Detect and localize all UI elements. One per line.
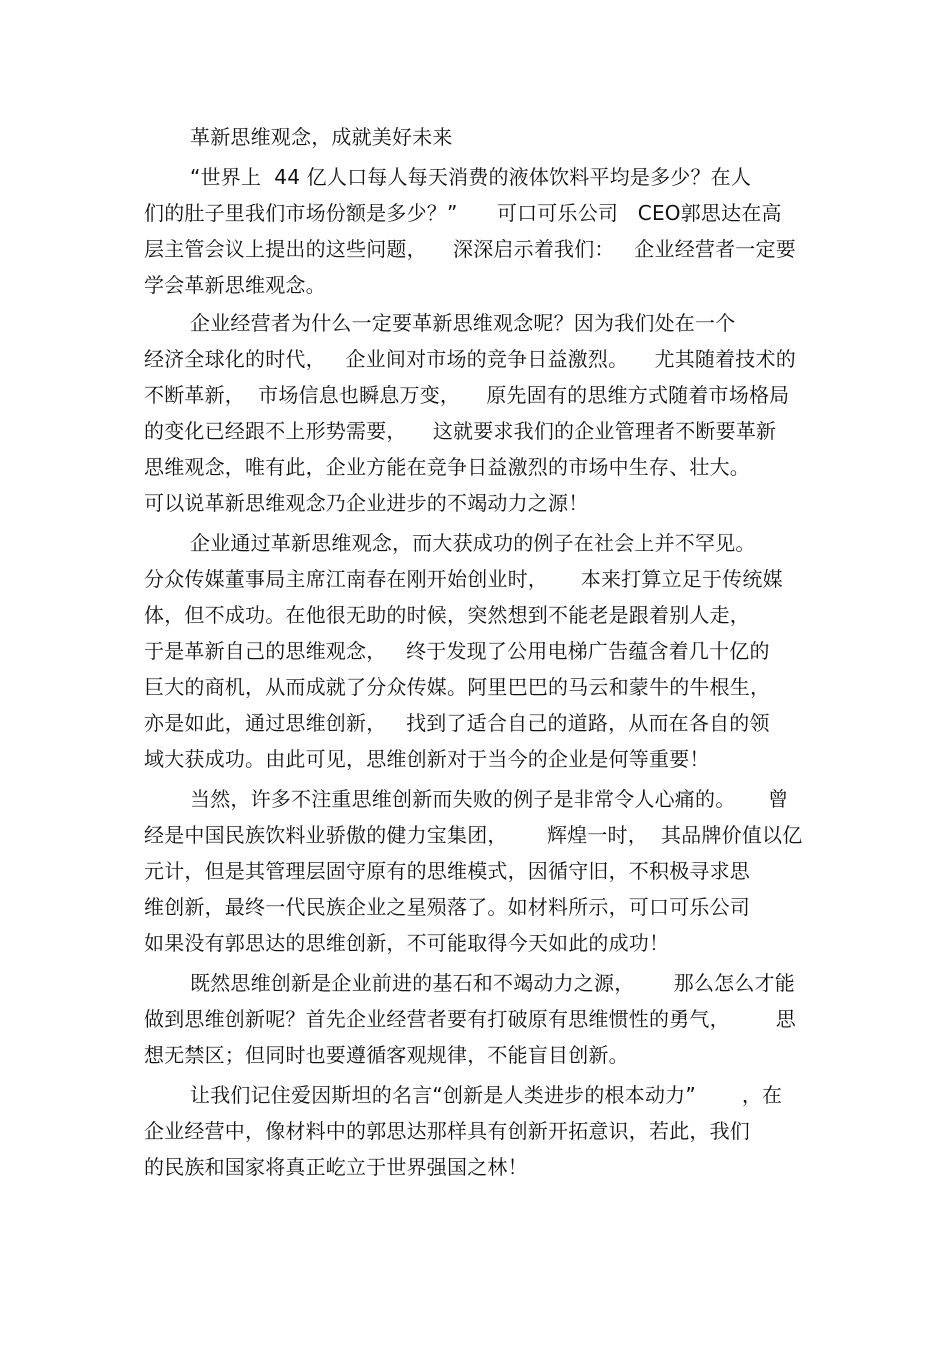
text-line: 于是革新自己的思维观念， 终于发现了公用电梯广告蕴含着几十亿的 xyxy=(144,639,770,663)
text-line: 亦是如此，通过思维创新， 找到了适合自己的道路，从而在各自的领 xyxy=(144,711,770,735)
text-line: 元计，但是其管理层固守原有的思维模式，因循守旧，不积极寻求思 xyxy=(144,859,750,883)
text-line: 思维观念，唯有此，企业方能在竞争日益激烈的市场中生存、壮大。 xyxy=(144,455,750,479)
text-line: 层主管会议上提出的这些问题， 深深启示着我们： 企业经营者一定要 xyxy=(144,237,796,261)
text-line: 维创新，最终一代民族企业之星殒落了。如材料所示，可口可乐公司 xyxy=(144,895,750,919)
text-line: 们的肚子里我们市场份额是多少？” 可口可乐公司 CEO郭思达在高 xyxy=(144,201,782,225)
text-line: 当然，许多不注重思维创新而失败的例子是非常令人心痛的。 曾 xyxy=(190,787,789,811)
text-line: 学会革新思维观念。 xyxy=(144,273,326,297)
text-line: 不断革新， 市场信息也瞬息万变， 原先固有的思维方式随着市场格局 xyxy=(144,383,790,407)
text-line: 企业经营者为什么一定要革新思维观念呢？因为我们处在一个 xyxy=(190,311,736,335)
text-line: 如果没有郭思达的思维创新，不可能取得今天如此的成功！ xyxy=(144,931,670,955)
text-line: 企业通过革新思维观念，而大获成功的例子在社会上并不罕见。 xyxy=(190,531,756,555)
text-line: “世界上 44 亿人口每人每天消费的液体饮料平均是多少？在人 xyxy=(190,165,752,189)
text-line: 经济全球化的时代， 企业间对市场的竞争日益激烈。 尤其随着技术的 xyxy=(144,347,796,371)
document-title: 革新思维观念，成就美好未来 xyxy=(190,125,453,149)
text-line: 体，但不成功。在他很无助的时候，突然想到不能老是跟着别人走， xyxy=(144,603,750,627)
text-line: 域大获成功。由此可见，思维创新对于当今的企业是何等重要！ xyxy=(144,747,710,771)
text-line: 想无禁区；但同时也要遵循客观规律，不能盲目创新。 xyxy=(144,1043,629,1067)
text-line: 的变化已经跟不上形势需要， 这就要求我们的企业管理者不断要革新 xyxy=(144,419,777,443)
text-line: 让我们记住爱因斯坦的名言“创新是人类进步的根本动力” ，在 xyxy=(190,1083,783,1107)
text-line: 既然思维创新是企业前进的基石和不竭动力之源， 那么怎么才能 xyxy=(190,971,795,995)
text-line: 企业经营中，像材料中的郭思达那样具有创新开拓意识，若此，我们 xyxy=(144,1119,750,1143)
text-line: 的民族和国家将真正屹立于世界强国之林！ xyxy=(144,1155,528,1179)
text-line: 做到思维创新呢？首先企业经营者要有打破原有思维惯性的勇气， 思 xyxy=(144,1007,796,1031)
text-line: 巨大的商机，从而成就了分众传媒。阿里巴巴的马云和蒙牛的牛根生， xyxy=(144,675,771,699)
text-line: 经是中国民族饮料业骄傲的健力宝集团， 辉煌一时， 其品牌价值以亿 xyxy=(144,823,803,847)
text-line: 分众传媒董事局主席江南春在刚开始创业时， 本来打算立足于传统媒 xyxy=(144,567,783,591)
text-line: 可以说革新思维观念乃企业进步的不竭动力之源！ xyxy=(144,491,589,515)
